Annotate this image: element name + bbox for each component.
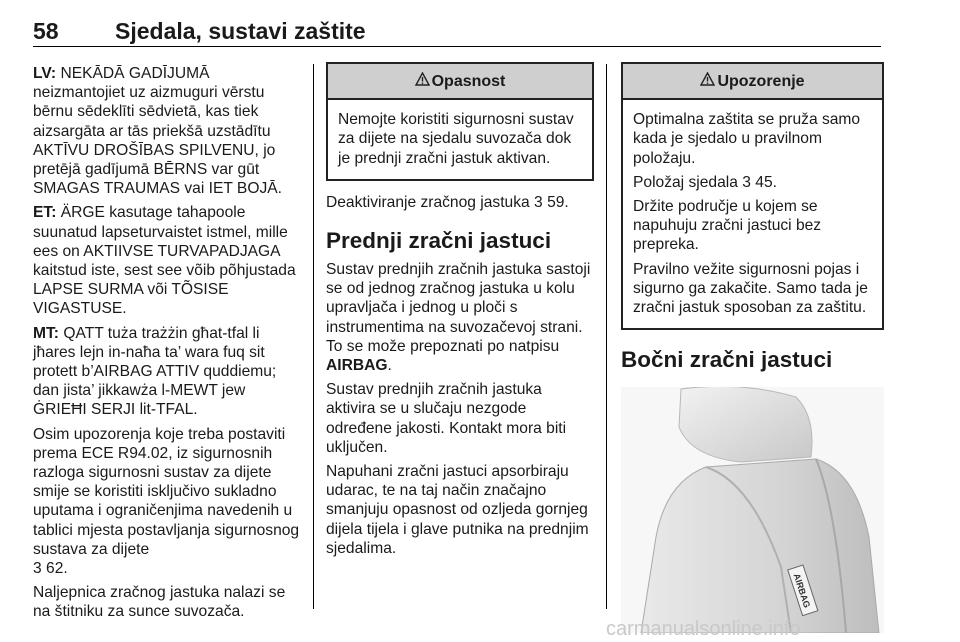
label-location-paragraph: Naljepnica zračnog jastuka nalazi se na štitniku za sunce suvozača. xyxy=(33,584,286,621)
page-ref-62[interactable]: 62. xyxy=(46,560,68,578)
caution-box-body xyxy=(623,100,882,328)
caution-title: Upozorenje xyxy=(717,73,805,90)
et-text: ÄRGE kasutage tahapoole suunatud lapseturvaistet istmel, mille ees on AKTIIVSE TURVAPADJAGA kaitstud iste, sest see võib põhjustada LAPSE SURMA või TÕSISE VIGASTUSE. xyxy=(33,204,296,318)
page-ref-arrow-icon: 3 xyxy=(742,173,751,191)
lv-text: NEKĀDĀ GADĪJUMĀ neizmantojiet uz aizmuguri vērstu bērnu sēdeklīti sēdvietā, kas tiek aizsargāta ar tās priekšā uzstādītu AKTĪVU DROŠĪBAS SPILVENU, jo pretējā gadījumā BĒRNS var gūt SMAGAS TRAUMAS vai IET BOJĀ. xyxy=(33,65,282,198)
danger-box-body xyxy=(328,100,592,179)
warning-triangle-icon xyxy=(700,72,715,86)
danger-title: Opasnost xyxy=(431,73,506,90)
page-ref-arrow-icon: 3 xyxy=(534,193,543,211)
caution-text-2 xyxy=(633,173,874,192)
chapter-title: Sjedala, sustavi zaštite xyxy=(115,18,366,44)
watermark: carmanualsonline.info xyxy=(606,618,801,640)
caution-text-1: Optimalna zaštita se pruža samo kada je sjedalo u pravilnom položaju. xyxy=(633,111,861,167)
page-ref-45[interactable]: 45. xyxy=(755,173,777,191)
left-column xyxy=(33,64,303,627)
mt-label: MT: xyxy=(33,324,59,342)
front-airbags-heading: Prednji zračni jastuci xyxy=(326,228,552,254)
mt-text: QATT tuża trażżin għat-tfal li jħares lejn in-naħa ta’ wara fuq sit protett b’AIRBAG ATTIV quddiemu; dan jista’ jikkawża l-MEWT jew ĠRIEĦI SERJI lit-TFAL. xyxy=(33,324,277,419)
caution-box-header xyxy=(623,64,882,100)
mt-warning-paragraph xyxy=(33,324,303,420)
page-number: 58 xyxy=(33,18,59,44)
warning-triangle-icon xyxy=(415,72,430,86)
airbag-inscription: AIRBAG xyxy=(326,357,388,375)
caution-text-3: Držite područje u kojem se napuhuju zračni jastuci bez prepreka. xyxy=(633,198,822,254)
airbag-tag: AIRBAG xyxy=(791,572,813,610)
lv-warning-paragraph xyxy=(33,64,303,198)
right-column xyxy=(621,62,884,633)
seat-position-text: Položaj sjedala xyxy=(633,173,738,191)
et-label: ET: xyxy=(33,204,57,222)
column-divider xyxy=(606,64,607,609)
activation-paragraph: Sustav prednjih zračnih jastuka aktivira se u slučaju nezgode određene jakosti. Kontakt mora biti uključen. xyxy=(326,381,567,456)
inflated-paragraph: Napuhani zračni jastuci apsorbiraju udarac, te na taj način značajno smanjuju opasnost od ozljeda gornjeg dijela tijela i glave putnika na prednjim sjedalima. xyxy=(326,463,589,557)
ece-paragraph xyxy=(33,425,303,579)
danger-text: Nemojte koristiti sigurnosni sustav za dijete na sjedalu suvozača dok je prednji zračni jastuk aktivan. xyxy=(338,111,574,167)
side-airbags-heading: Bočni zračni jastuci xyxy=(621,347,833,373)
ece-text: Osim upozorenja koje treba postaviti prema ECE R94.02, iz sigurnosnih razloga sigurnosni sustav za dijete smije se koristiti isključivo sukladno uputama i ograničenjima navedenih u tablici mjesta postavljanja sigurnosnog sustava za dijete xyxy=(33,425,300,558)
et-warning-paragraph xyxy=(33,203,303,318)
deactivation-ref-paragraph xyxy=(326,193,594,212)
column-divider xyxy=(313,64,314,609)
period: . xyxy=(387,357,392,375)
deactivation-text: Deaktiviranje zračnog jastuka xyxy=(326,193,530,211)
page-ref-arrow-icon: 3 xyxy=(33,560,42,578)
caution-text-4: Pravilno vežite sigurnosni pojas i sigurno ga zakačite. Samo tada je zračni jastuk sposoban za zaštitu. xyxy=(633,260,868,317)
page-header xyxy=(33,0,881,47)
caution-box xyxy=(621,62,884,330)
danger-box xyxy=(326,62,594,181)
front-airbag-description xyxy=(326,260,594,375)
front-airbag-text: Sustav prednjih zračnih jastuka sastoji se od jednog zračnog jastuka u kolu upravljača i jednog u ploči s instrumentima na suvozačevoj strani. To se može prepoznati po natpisu xyxy=(326,261,591,355)
seat-airbag-illustration xyxy=(621,387,884,633)
page-ref-59[interactable]: 59. xyxy=(547,193,569,211)
middle-column xyxy=(326,62,594,563)
lv-label: LV: xyxy=(33,65,57,82)
danger-box-header xyxy=(328,64,592,100)
